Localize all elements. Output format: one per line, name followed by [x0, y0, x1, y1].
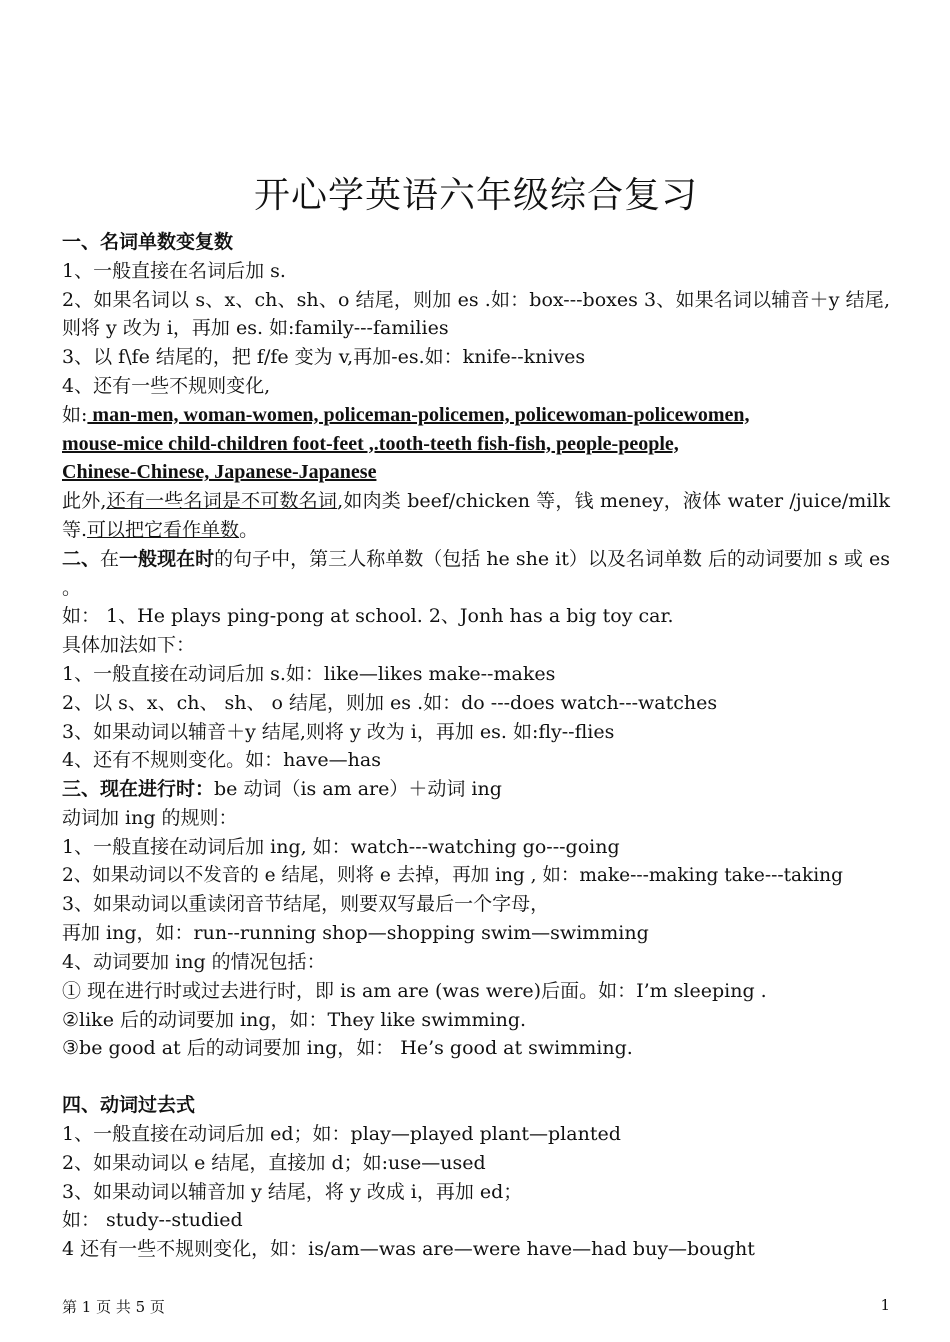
irregular-examples: Chinese-Chinese, Japanese-Japanese [62, 461, 377, 484]
singular-underlined: 可以把它看作单数 [87, 518, 240, 541]
page-footer [62, 1296, 890, 1317]
spacer [62, 1063, 890, 1091]
rule-line: 3、以 f\fe 结尾的，把 f/fe 变为 v,再加-es.如：knife--knives [62, 346, 586, 369]
section-heading-past-tense: 四、动词过去式 [62, 1094, 196, 1117]
example-prefix: 如: [62, 403, 88, 426]
page-number: 1 [880, 1296, 890, 1314]
note-text: 此外, [62, 490, 107, 513]
uncountable-underlined: 还有一些名词是不可数名词 [106, 490, 338, 513]
heading-text: 在 [100, 547, 120, 570]
rule-line: 2、如果名词以 s、x、ch、sh、o 结尾，则加 es .如：box---boxes 3、如果名词以辅音＋y 结尾,则将 y 改为 i，再加 es. 如:family---families [62, 288, 890, 340]
rule-line: 2、以 s、x、ch、 sh、 o 结尾，则加 es .如：do ---does watch---watches [62, 691, 718, 714]
irregular-examples-line [62, 401, 890, 430]
rule-line: 3、如果动词以辅音＋y 结尾,则将 y 改为 i，再加 es. 如:fly--flies [62, 720, 615, 743]
section-heading-present-continuous [62, 775, 890, 804]
rule-line: 具体加法如下： [62, 634, 196, 657]
example-line: 如： 1、He plays ping-pong at school. 2、Jonh has a big toy car. [62, 605, 674, 628]
note-text: 。 [239, 518, 259, 541]
heading-text: 的句子中，第三人称单数（包括 he she it）以及名词单数 后的动词要加 s 或 es 。 [62, 547, 890, 599]
note-text: ,如肉类 beef/chicken 等，钱 meney，液体 water /juice/milk 等. [62, 490, 890, 541]
rule-line: 2、如果动词以 e 结尾，直接加 d；如:use—used [62, 1151, 486, 1174]
rule-line: 4、动词要加 ing 的情况包括： [62, 950, 326, 973]
section-heading-plural-nouns: 一、名词单数变复数 [62, 231, 234, 253]
rule-line: 1、一般直接在动词后加 ed；如：play—played plant—planted [62, 1122, 621, 1145]
rule-line: 4、还有不规则变化。如：have—has [62, 749, 381, 772]
irregular-examples: man-men, woman-women, policeman-policemen, policewoman-policewomen, [87, 403, 750, 426]
case-line: ②like 后的动词要加 ing，如：They like swimming. [62, 1008, 527, 1031]
rule-line: 动词加 ing 的规则： [62, 806, 238, 829]
heading-text: be 动词（is am are）＋动词 ing [214, 778, 502, 801]
tense-name: 一般现在时 [119, 547, 215, 570]
rule-line: 1、一般直接在动词后加 ing, 如：watch---watching go---going [62, 835, 620, 858]
rule-line: 3、如果动词以辅音加 y 结尾，将 y 改成 i，再加 ed； [62, 1180, 523, 1203]
page-title: 开心学英语六年级综合复习 [253, 175, 698, 216]
section-number: 二、 [62, 547, 101, 570]
case-line: ① 现在进行时或过去进行时，即 is am are (was were)后面。如：I’m sleeping . [62, 979, 767, 1002]
rule-line: 4 还有一些不规则变化，如：is/am—was are—were have—had buy—bought [62, 1238, 755, 1261]
case-line: ③be good at 后的动词要加 ing，如： He’s good at swimming. [62, 1037, 633, 1060]
rule-line: 4、还有一些不规则变化, [62, 374, 271, 397]
irregular-examples: mouse-mice child-children foot-feet ,.tooth-teeth fish-fish, people-people, [62, 432, 679, 455]
uncountable-note [62, 487, 890, 545]
rule-line: 1、一般直接在名词后加 s. [62, 259, 286, 282]
page-count: 第 1 页 共 5 页 [62, 1298, 165, 1316]
document-page [62, 170, 890, 1264]
rule-line: 再加 ing，如：run--running shop—shopping swim—swimming [62, 922, 649, 945]
rule-line: 1、一般直接在动词后加 s.如：like—likes make--makes [62, 662, 556, 685]
rule-line: 2、如果动词以不发音的 e 结尾，则将 e 去掉，再加 ing , 如：make---making take---taking [62, 864, 843, 886]
rule-line: 3、如果动词以重读闭音节结尾，则要双写最后一个字母， [62, 893, 550, 916]
section-heading-present-simple [62, 545, 890, 603]
section-heading: 三、现在进行时： [62, 778, 215, 801]
rule-line: 如： study--studied [62, 1209, 243, 1232]
